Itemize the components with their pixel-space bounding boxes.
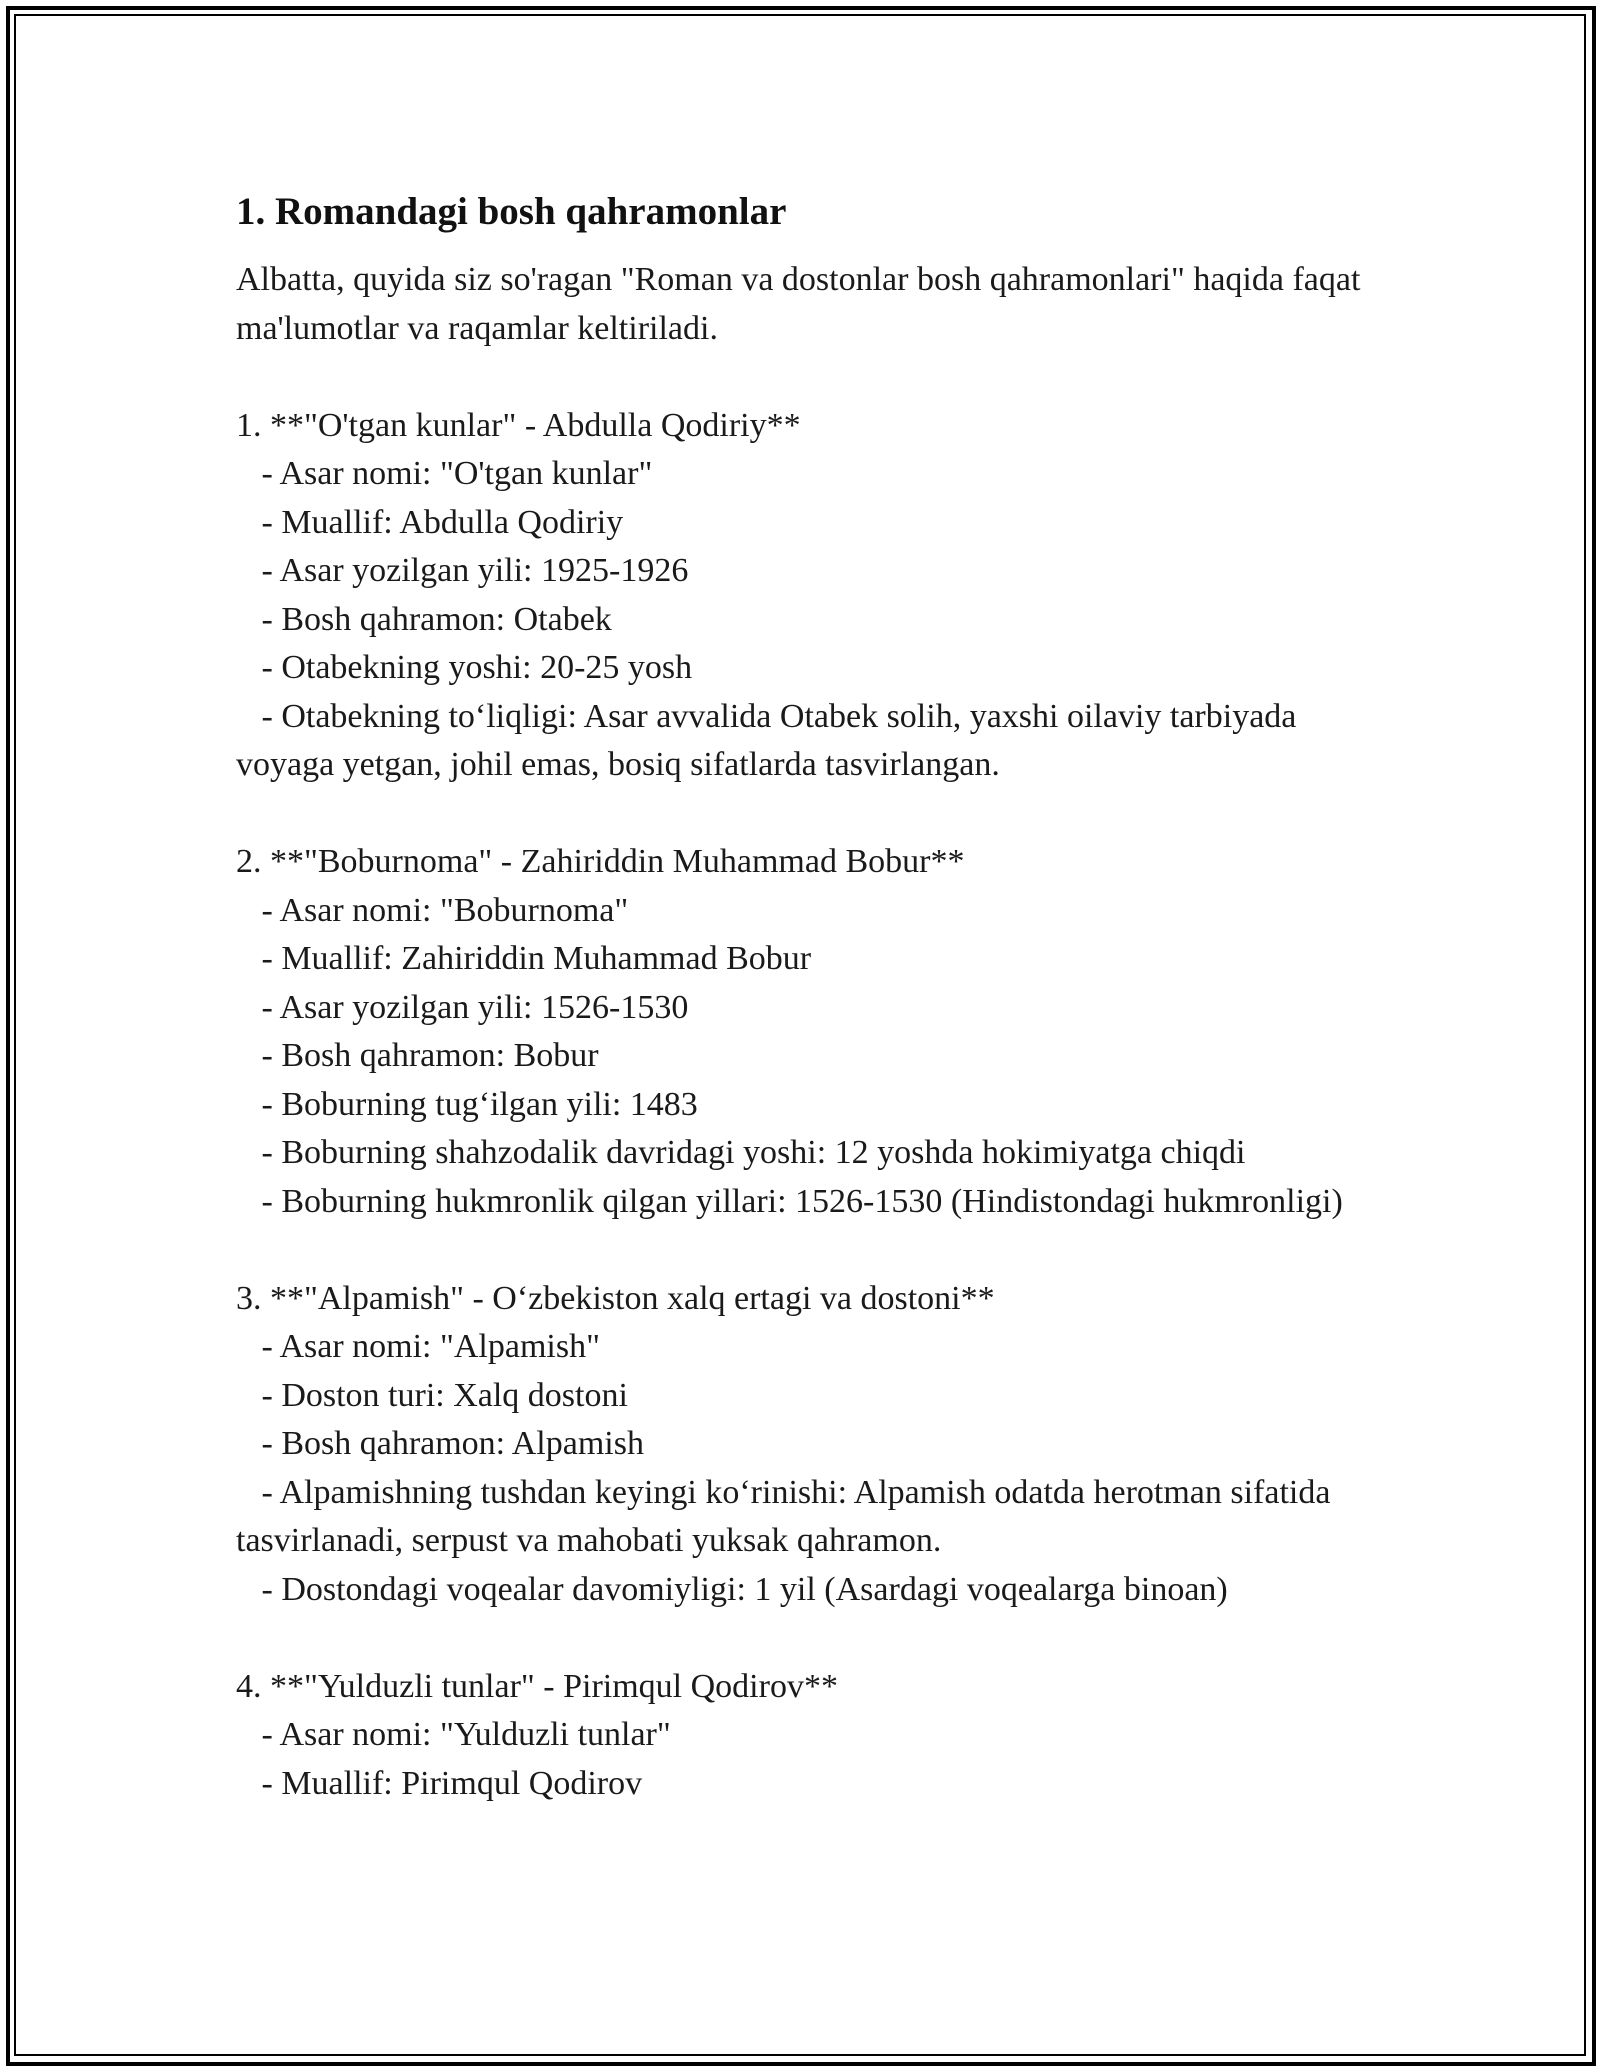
work-entry-detail: - Muallif: Abdulla Qodiriy [236, 503, 624, 541]
work-entry-detail: - Boburning hukmronlik qilgan yillari: 1526-1530 (Hindistondagi hukmronligi) [236, 1182, 1343, 1220]
intro-paragraph: Albatta, quyida siz so'ragan "Roman va dostonlar bosh qahramonlari" haqida faqat ma'lumotlar va raqamlar keltiriladi. [236, 261, 1361, 347]
work-entry-detail: - Asar nomi: "Alpamish" [236, 1328, 600, 1365]
work-entry [236, 1275, 1386, 1615]
work-entry-title: 1. **"O'tgan kunlar" - Abdulla Qodiriy** [236, 406, 801, 444]
work-entry [236, 1663, 1386, 1809]
work-entry-title: 4. **"Yulduzli tunlar" - Pirimqul Qodirov** [236, 1667, 838, 1705]
document-body [236, 182, 1386, 1808]
work-entry-detail: - Muallif: Zahiriddin Muhammad Bobur [236, 940, 812, 977]
work-entry-detail: - Asar nomi: "Yulduzli tunlar" [236, 1716, 671, 1753]
work-entry-detail: - Asar yozilgan yili: 1925-1926 [236, 552, 689, 589]
spacer [236, 353, 1386, 402]
work-entry-detail: - Bosh qahramon: Alpamish [236, 1425, 644, 1462]
work-entry [236, 838, 1386, 1226]
work-entry-detail: - Otabekning to‘liqligi: Asar avvalida Otabek solih, yaxshi oilaviy tarbiyada voyaga yetgan, johil emas, bosiq sifatlarda tasvirlangan. [236, 697, 1305, 783]
spacer [236, 1226, 1386, 1275]
work-entry-detail: - Bosh qahramon: Bobur [236, 1037, 599, 1074]
work-entry-detail: - Doston turi: Xalq dostoni [236, 1376, 628, 1414]
spacer [236, 1614, 1386, 1663]
spacer [236, 790, 1386, 839]
work-entry-title: 2. **"Boburnoma" - Zahiriddin Muhammad Bobur** [236, 843, 965, 880]
work-entry-detail: - Otabekning yoshi: 20-25 yosh [236, 649, 693, 686]
work-entry-detail: - Asar yozilgan yili: 1526-1530 [236, 988, 689, 1026]
work-entry-detail: - Dostondagi voqealar davomiyligi: 1 yil (Asardagi voqealarga binoan) [236, 1570, 1228, 1608]
work-entry-title: 3. **"Alpamish" - O‘zbekiston xalq ertagi va dostoni** [236, 1279, 995, 1317]
page-title: 1. Romandagi bosh qahramonlar [236, 190, 787, 233]
work-entry-detail: - Boburning shahzodalik davridagi yoshi: 12 yoshda hokimiyatga chiqdi [236, 1134, 1246, 1171]
work-entry-detail: - Muallif: Pirimqul Qodirov [236, 1764, 643, 1802]
work-entry-detail: - Asar nomi: "O'tgan kunlar" [236, 455, 653, 492]
work-entry-detail: - Boburning tug‘ilgan yili: 1483 [236, 1085, 698, 1123]
work-entry-detail: - Alpamishning tushdan keyingi ko‘rinishi: Alpamish odatda herotman sifatida tasvirlanadi, serpust va mahobati yuksak qahramon. [236, 1473, 1339, 1559]
work-entry [236, 402, 1386, 790]
work-entry-detail: - Bosh qahramon: Otabek [236, 600, 612, 638]
work-entry-detail: - Asar nomi: "Boburnoma" [236, 891, 629, 929]
